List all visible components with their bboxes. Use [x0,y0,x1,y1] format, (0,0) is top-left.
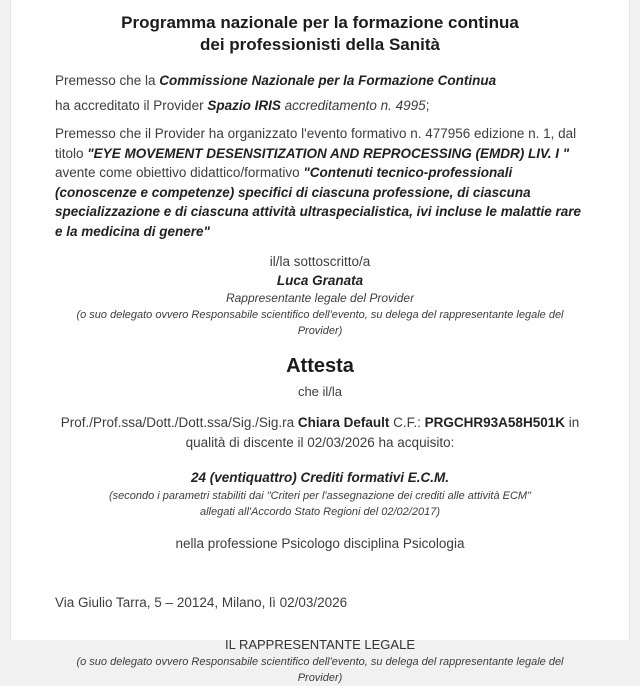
profession-line: nella professione Psicologo disciplina Psicologia [175,536,465,552]
signatory-block [55,252,585,339]
credits-note-line2: allegati all'Accordo Stato Regioni del 02/02/2017) [200,506,440,519]
attesta-heading: Attesta [286,354,354,377]
cf-label: C.F.: [389,414,425,430]
premise-event [55,124,585,241]
legal-representative-title: IL RAPPRESENTANTE LEGALE [224,637,415,653]
credits-note-line1: (secondo i parametri stabiliti dai "Criteri per l'assegnazione dei crediti alle attività ECM" [109,490,531,503]
page-title-line2: dei professionisti della Sanità [200,35,440,55]
cf-value: PRGCHR93A58H501K [424,414,565,430]
signatory-intro: il/la sottoscritto/a [269,253,371,269]
student-titles-prefix: Prof./Prof.ssa/Dott./Dott.ssa/Sig./Sig.ra [60,414,298,430]
student-paragraph [55,413,585,455]
signatory-role: Rappresentante legale del Provider [225,290,415,305]
page-title-line1: Programma nazionale per la formazione continua [121,13,519,32]
premise2-text2: avente come obiettivo didattico/formativo [55,165,304,181]
premise1-text2: ha accreditato il Provider [55,98,208,114]
premise1-text3: ; [425,98,430,114]
student-name: Chiara Default [297,414,390,430]
event-title: "EYE MOVEMENT DESENSITIZATION AND REPROCESSING (EMDR) LIV. I " [87,145,570,161]
event-objective: "Contenuti tecnico-professionali (conoscenze e competenze) specifici di ciascuna professione, di ciascuna specializzazione e di ciascuna attività ultraspecialistica, ivi incluse le malattie rare e la medicina di genere" [55,165,581,239]
premise-accreditation [55,68,585,118]
provider-name: Spazio IRIS [207,98,281,114]
credits-amount: 24 (ventiquattro) Crediti formativi E.C.M. [190,470,450,486]
legal-representative-note: (o suo delegato ovvero Responsabile scientifico dell'evento, su delega del rappresentante legale del Provider) [76,656,564,685]
certificate-page [10,0,630,685]
premise1-text1: Premesso che la [55,73,160,89]
place-date-line: Via Giulio Tarra, 5 – 20124, Milano, lì 02/03/2026 [55,595,348,611]
credits-notes [55,488,585,520]
page-title [55,12,585,56]
accreditation-number: accreditamento n. 4995 [280,98,426,114]
attesta-subheading: che il/la [297,383,343,399]
student-text-after: in qualità di discente il 02/03/2026 ha acquisito: [185,414,580,451]
legal-representative-block [55,636,585,686]
premise2-text1: Premesso che il Provider ha organizzato l'evento formativo n. 477956 edizione n. 1, dal titolo [55,126,577,161]
signatory-name: Luca Granata [276,272,364,288]
commission-name: Commissione Nazionale per la Formazione Continua [159,73,497,89]
signatory-delegate-note: (o suo delegato ovvero Responsabile scientifico dell'evento, su delega del rappresentante legale del Provider) [76,308,564,337]
